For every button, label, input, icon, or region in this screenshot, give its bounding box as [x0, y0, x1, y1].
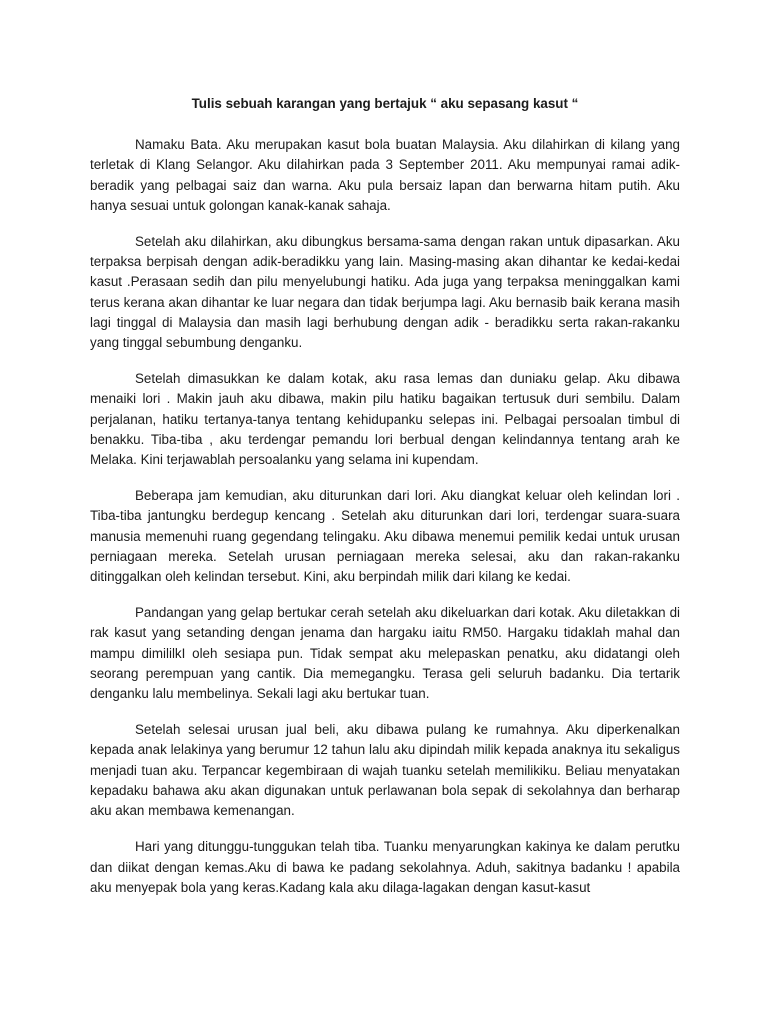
- paragraph-5: Pandangan yang gelap bertukar cerah setelah aku dikeluarkan dari kotak. Aku diletakkan di rak kasut yang setanding dengan jenama dan hargaku iaitu RM50. Hargaku tidaklah mahal dan mampu dimililkI oleh sesiapa pun. Tidak sempat aku melepaskan penatku, aku didatangi oleh seorang perempuan yang cantik. Dia memegangku. Terasa geli seluruh badanku. Dia tertarik denganku lalu membelinya. Sekali lagi aku bertukar tuan.: [90, 605, 680, 702]
- paragraph-4: Beberapa jam kemudian, aku diturunkan dari lori. Aku diangkat keluar oleh kelindan lori . Tiba-tiba jantungku berdegup kencang . Setelah aku diturunkan dari lori, terdengar suara-suara manusia memenuhi ruang gegendang telingaku. Aku dibawa menemui pemilik kedai untuk urusan perniagaan mereka. Setelah urusan perniagaan mereka selesai, aku dan rakan-rakanku ditinggalkan oleh kelindan tersebut. Kini, aku berpindah milik dari kilang ke kedai.: [90, 488, 680, 585]
- paragraph-7: Hari yang ditunggu-tunggukan telah tiba. Tuanku menyarungkan kakinya ke dalam perutku dan diikat dengan kemas.Aku di bawa ke padang sekolahnya. Aduh, sakitnya badanku ! apabila aku menyepak bola yang keras.Kadang kala aku dilaga-lagakan dengan kasut-kasut: [90, 839, 680, 895]
- document-page: [90, 94, 680, 914]
- document-title: Tulis sebuah karangan yang bertajuk “ aku sepasang kasut “: [191, 96, 579, 111]
- paragraph-6: Setelah selesai urusan jual beli, aku dibawa pulang ke rumahnya. Aku diperkenalkan kepada anak lelakinya yang berumur 12 tahun lalu aku dipindah milik kepada anaknya itu sekaligus menjadi tuan aku. Terpancar kegembiraan di wajah tuanku setelah memilikiku. Beliau menyatakan kepadaku bahawa aku akan digunakan untuk perlawanan bola sepak di sekolahnya dan berharap aku akan membawa kemenangan.: [90, 722, 680, 819]
- paragraph-1: Namaku Bata. Aku merupakan kasut bola buatan Malaysia. Aku dilahirkan di kilang yang terletak di Klang Selangor. Aku dilahirkan pada 3 September 2011. Aku mempunyai ramai adik-beradik yang pelbagai saiz dan warna. Aku pula bersaiz lapan dan berwarna hitam putih. Aku hanya sesuai untuk golongan kanak-kanak sahaja.: [90, 137, 680, 213]
- paragraph-2: Setelah aku dilahirkan, aku dibungkus bersama-sama dengan rakan untuk dipasarkan. Aku terpaksa berpisah dengan adik-beradikku yang lain. Masing-masing akan dihantar ke kedai-kedai kasut .Perasaan sedih dan pilu menyelubungi hatiku. Ada juga yang terpaksa meninggalkan kami terus kerana akan dihantar ke luar negara dan tidak berjumpa lagi. Aku bernasib baik kerana masih lagi tinggal di Malaysia dan masih lagi berhubung dengan adik - beradikku serta rakan-rakanku yang tinggal sebumbung denganku.: [90, 234, 680, 351]
- paragraph-3: Setelah dimasukkan ke dalam kotak, aku rasa lemas dan duniaku gelap. Aku dibawa menaiki lori . Makin jauh aku dibawa, makin pilu hatiku bagaikan tertusuk duri sembilu. Dalam perjalanan, hatiku tertanya-tanya tentang kehidupanku selepas ini. Pelbagai persoalan timbul di benakku. Tiba-tiba , aku terdengar pemandu lori berbual dengan kelindannya tentang arah ke Melaka. Kini terjawablah persoalanku yang selama ini kupendam.: [90, 371, 680, 468]
